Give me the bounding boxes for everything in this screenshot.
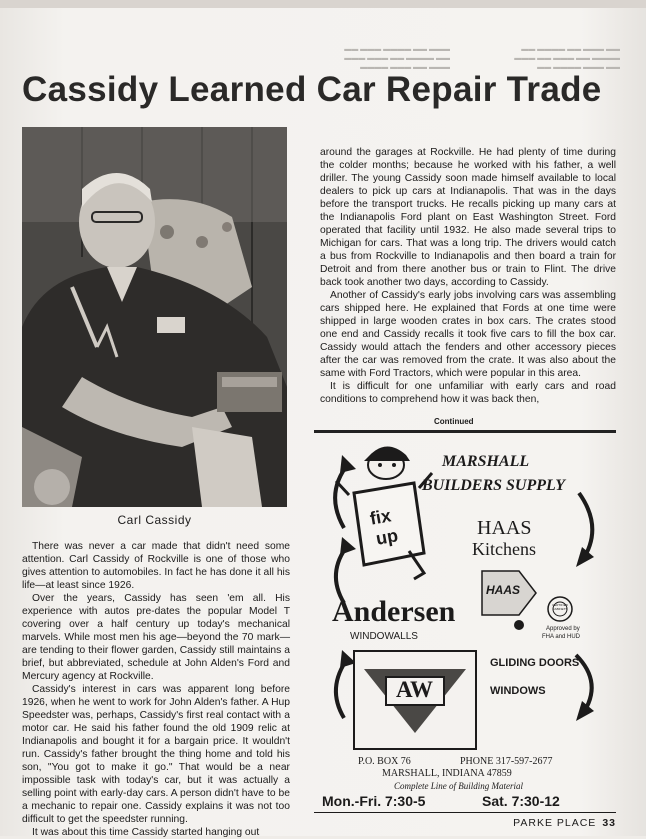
article-column-1 <box>22 540 290 839</box>
show-through-right: ▬▬ ▬▬▬ ▬▬ ▬▬▬▬ ▬▬ ▬▬▬▬ ▬▬ ▬▬▬ ▬▬ ▬▬▬ ▬▬ ▬▬▬ ▬▬▬▬ ▬▬ <box>514 46 620 71</box>
page-number: 33 <box>602 817 616 829</box>
city-address: MARSHALL, INDIANA 47859 <box>382 768 512 779</box>
page-footer <box>513 817 616 829</box>
gliding-doors-label: GLIDING DOORS <box>490 657 580 669</box>
continued-label: Continued <box>434 417 474 426</box>
article-paragraph: Cassidy's interest in cars was apparent long before 1926, when he went to work for John Alden's father. A Hup Speedster was, perhaps, Cassidy's first real contact with a motor car. He said his father found the old 1909 relic at Indianapolis and bought it for a bargain price. It wouldn't run. Cassidy's father brought the thing home and told his son, "You got to make it go." That would be a near impossible task with today's car, but it was actually a selling point with early-day cars. A person didn't have to be a mechanic to repair one. Cassidy explains it was not too difficult to get the speedster running. <box>22 684 290 825</box>
ad-tagline: Complete Line of Building Material <box>394 781 523 791</box>
show-through-left: ▬▬▬ ▬▬ ▬▬▬▬ ▬▬▬ ▬▬ ▬▬ ▬▬▬▬ ▬▬ ▬▬▬ ▬▬▬ ▬▬▬ ▬▬ ▬▬▬ ▬▬▬▬ <box>344 46 450 71</box>
windows-label: WINDOWS <box>490 685 546 697</box>
advertisement-marshall-builders-supply <box>314 430 616 816</box>
andersen-logo: Andersen <box>332 595 456 628</box>
portrait-photo <box>22 127 287 507</box>
approved-line1: Approved by <box>546 626 580 632</box>
page-top-edge <box>0 0 646 8</box>
haas-heading: HAAS <box>477 517 532 539</box>
article-paragraph: Another of Cassidy's early jobs involving cars was assembling cars shipped here. He explained that Fords at one time were shipped in large wooden crates in box cars. The crates stood one end and Cassidy recalls it took five cars to fill the box car. Cassidy would attach the fenders and other accessory pieces after the car was removed from the crate. It was also about the same with Ford Tractors, which were popular in this area. <box>320 290 616 379</box>
po-box: P.O. BOX 76 <box>358 756 411 767</box>
saturday-hours: Sat. 7:30-12 <box>482 793 560 809</box>
business-name-line2: BUILDERS SUPPLY <box>422 477 565 494</box>
windowalls-label: WINDOWALLS <box>350 631 418 642</box>
publication-name: PARKE PLACE <box>513 817 597 829</box>
business-name-line1: MARSHALL <box>442 453 530 470</box>
article-paragraph: Over the years, Cassidy has seen 'em all. His experience with autos pre-dates the popular Model T covering over a half century up today's mechanical marvels. While most men his age—beyond the 70 mark—are tending to their flower garden, Cassidy still maintains a brief, but abbreviated, schedule at John Alden's Ford and Mercury agency at Rockville. <box>22 593 290 682</box>
headline: Cassidy Learned Car Repair Trade <box>22 70 602 109</box>
fixup-logo-line1: fix <box>368 505 393 529</box>
article-paragraph: around the garages at Rockville. He had plenty of time during the colder months; because he worked with his father, a well driller. The young Cassidy soon made himself available to local dealers to pick up cars at Indianapolis. That was in the days before the transport trucks. He recalls picking up many cars at the Indianapolis Ford plant on East Washington Street. Ford operated that facility until 1932. He also made several trips to Michigan for cars. That was a long trip. The drivers would catch a bus from Rockville to Indianapolis and then board a train for Detroit and from there another bus or train to Flint. The drive back took another two days, according to Cassidy. <box>320 147 616 288</box>
approved-line2: FHA and HUD <box>542 634 581 640</box>
photo-caption: Carl Cassidy <box>117 513 192 527</box>
article-paragraph: It is difficult for one unfamiliar with early cars and road conditions to comprehend how it was back then, <box>320 381 616 405</box>
article-column-2 <box>320 146 616 406</box>
certified-seal-text: CERTIFIED CABINETS <box>552 603 568 611</box>
haas-kitchens: Kitchens <box>472 539 536 559</box>
haas-logo: HAAS <box>486 583 521 597</box>
phone-number: PHONE 317-597-2677 <box>460 756 553 767</box>
aw-logo: AW <box>396 677 434 702</box>
portrait-illustration <box>22 127 287 507</box>
article-paragraph: It was about this time Cassidy started hanging out <box>32 827 260 838</box>
weekday-hours: Mon.-Fri. 7:30-5 <box>322 793 426 809</box>
article-paragraph: There was never a car made that didn't need some attention. Carl Cassidy of Rockville is one of those who gives attention to automobiles. In fact he has done it all his life—at least since 1926. <box>22 541 290 591</box>
fixup-logo-line2: up <box>374 525 400 549</box>
